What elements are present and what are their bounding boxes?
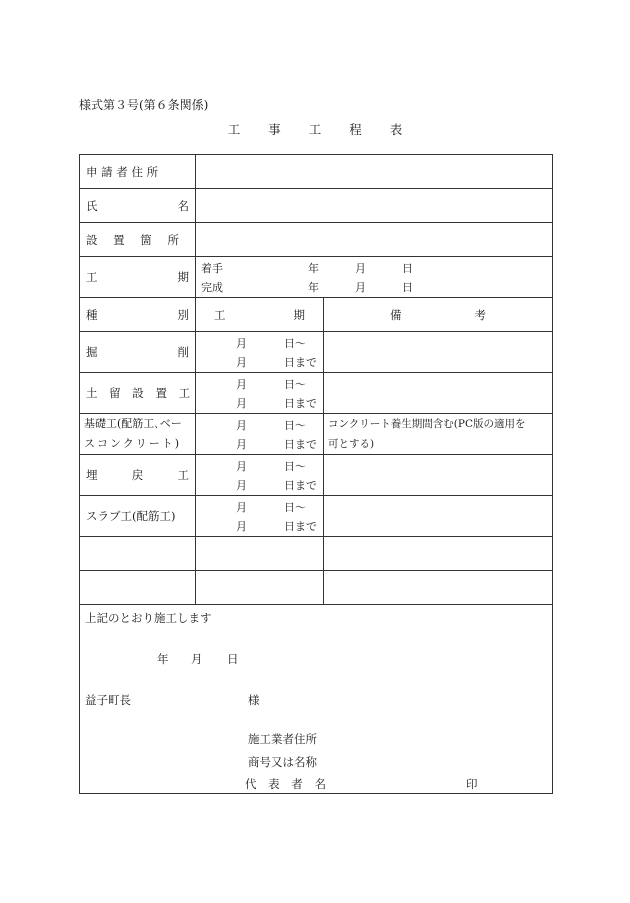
name-label (80, 189, 196, 223)
blank-row (80, 537, 553, 571)
item-notes-field[interactable] (324, 455, 553, 496)
page-title: 工 事 工 程 表 (227, 122, 415, 137)
end-month: 月 (355, 281, 366, 294)
item-notes-field[interactable] (324, 496, 553, 537)
table-row (80, 332, 553, 373)
item-period-field[interactable] (196, 414, 324, 455)
until-month: 月 (236, 479, 247, 492)
from-day: 日～ (284, 378, 306, 391)
location-field[interactable] (196, 223, 553, 257)
header-type (80, 298, 196, 332)
blank-notes-field[interactable] (324, 571, 553, 605)
item-label-text: スラブ工(配筋工) (86, 509, 176, 523)
header-notes-right: 考 (474, 307, 486, 322)
from-month: 月 (236, 460, 247, 473)
representative-label: 代 表 者 名 (245, 777, 330, 791)
header-notes-left: 備 (390, 307, 402, 322)
declaration-month: 月 (191, 652, 203, 666)
start-year: 年 (308, 262, 319, 275)
from-day: 日～ (284, 460, 306, 473)
period-label-left: 工 (86, 270, 98, 284)
item-label-text: 埋 戻 工 (86, 468, 189, 482)
item-notes-field[interactable] (324, 373, 553, 414)
from-day: 日～ (284, 419, 306, 432)
location-label (80, 223, 196, 257)
item-label-line1: 基礎工(配筋工､ベー (84, 417, 182, 430)
honorific: 様 (248, 693, 260, 707)
item-label-backfill (80, 455, 196, 496)
until-day: 日まで (284, 356, 317, 369)
until-month: 月 (236, 397, 247, 410)
form-id: 様式第３号(第６条関係) (79, 98, 209, 112)
until-day: 日まで (284, 438, 317, 451)
item-label-slab (80, 496, 196, 537)
from-day: 日～ (284, 337, 306, 350)
header-period-right: 期 (293, 307, 305, 322)
declaration-day: 日 (227, 652, 239, 666)
declaration-row (80, 605, 553, 794)
name-label-right: 名 (177, 198, 189, 213)
seal-mark: 印 (466, 777, 478, 791)
declaration-year: 年 (157, 652, 169, 666)
addressee: 益子町長 (85, 693, 131, 707)
from-month: 月 (236, 501, 247, 514)
until-month: 月 (236, 438, 247, 451)
from-month: 月 (236, 419, 247, 432)
blank-row (80, 571, 553, 605)
item-period-field[interactable] (196, 373, 324, 414)
header-notes (324, 298, 553, 332)
until-day: 日まで (284, 520, 317, 533)
item-label-foundation (80, 414, 196, 455)
table-row (80, 496, 553, 537)
until-month: 月 (236, 520, 247, 533)
header-period (196, 298, 324, 332)
until-day: 日まで (284, 479, 317, 492)
applicant-address-text: 申 請 者 住 所 (86, 164, 159, 179)
schedule-header-row (80, 298, 553, 332)
contractor-address-label: 施工業者住所 (248, 732, 317, 746)
name-field[interactable] (196, 189, 553, 223)
blank-type-field[interactable] (80, 571, 196, 605)
blank-period-field[interactable] (196, 571, 324, 605)
declaration-statement: 上記のとおり施工します (85, 611, 212, 625)
table-row (80, 455, 553, 496)
header-type-right: 別 (177, 307, 189, 322)
applicant-address-field[interactable] (196, 155, 553, 189)
location-text: 設 置 箇 所 (86, 232, 185, 247)
end-year: 年 (308, 281, 319, 294)
item-label-excavation (80, 332, 196, 373)
period-label (80, 257, 196, 298)
blank-period-field[interactable] (196, 537, 324, 571)
period-field[interactable] (196, 257, 553, 298)
from-month: 月 (236, 337, 247, 350)
item-note-line1: コンクリート養生期間含む(PC版の適用を (328, 418, 526, 430)
start-day: 日 (402, 262, 413, 275)
business-name-label: 商号又は名称 (248, 755, 317, 769)
header-period-left: 工 (214, 307, 226, 322)
applicant-address-row (80, 155, 553, 189)
applicant-address-label (80, 155, 196, 189)
until-month: 月 (236, 356, 247, 369)
item-period-field[interactable] (196, 455, 324, 496)
item-label-text: 土 留 設 置 工 (86, 386, 195, 400)
blank-type-field[interactable] (80, 537, 196, 571)
from-month: 月 (236, 378, 247, 391)
item-note-line2: 可とする) (328, 438, 375, 450)
name-row (80, 189, 553, 223)
declaration-block (80, 605, 553, 794)
table-row (80, 414, 553, 455)
item-period-field[interactable] (196, 332, 324, 373)
construction-schedule-table (79, 154, 553, 794)
from-day: 日～ (284, 501, 306, 514)
period-label-right: 期 (177, 270, 189, 284)
table-row (80, 373, 553, 414)
until-day: 日まで (284, 397, 317, 410)
item-period-field[interactable] (196, 496, 324, 537)
item-label-retaining (80, 373, 196, 414)
item-label-line2: スコンクリート) (84, 437, 182, 450)
name-label-left: 氏 (86, 198, 98, 213)
item-notes-field[interactable] (324, 414, 553, 455)
start-month: 月 (355, 262, 366, 275)
location-row (80, 223, 553, 257)
header-type-left: 種 (86, 307, 98, 322)
item-label-text: 掘 削 (86, 345, 189, 359)
start-label: 着手 (201, 262, 223, 275)
end-day: 日 (402, 281, 413, 294)
blank-notes-field[interactable] (324, 537, 553, 571)
item-notes-field[interactable] (324, 332, 553, 373)
period-row (80, 257, 553, 298)
end-label: 完成 (201, 281, 223, 294)
